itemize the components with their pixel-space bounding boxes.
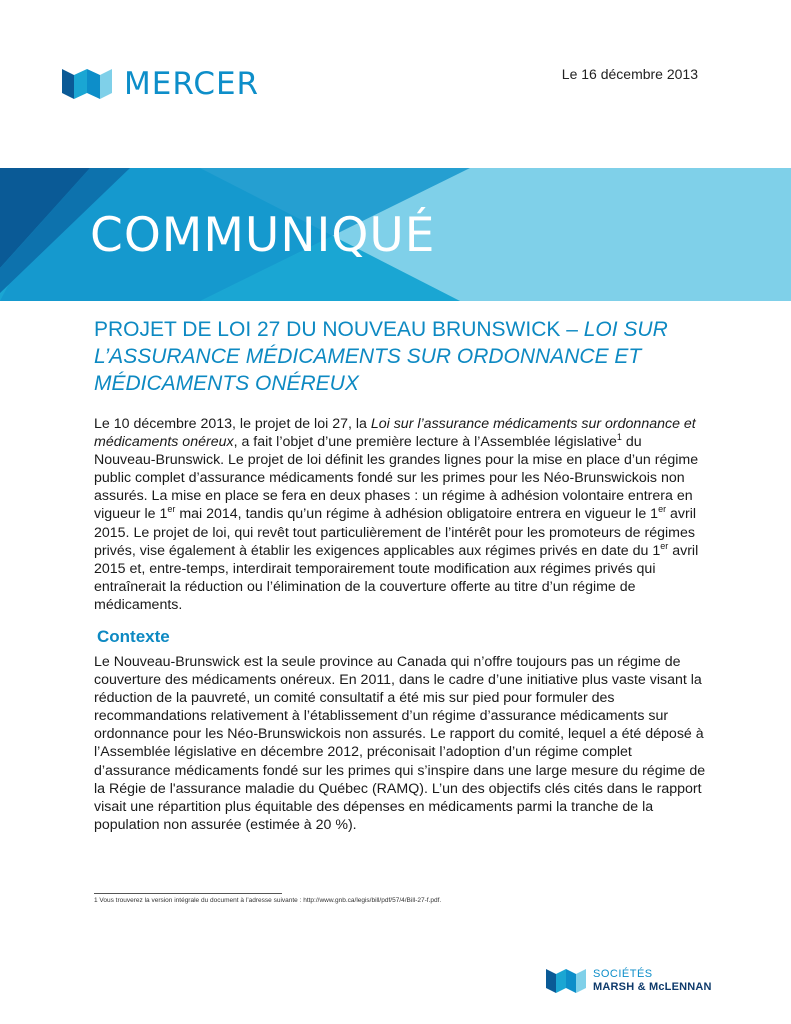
- marsh-mclennan-logo: [546, 968, 712, 994]
- intro-s3: , a fait l’objet d’une première lecture à l’Assemblée législative: [233, 434, 617, 451]
- mmc-line1: SOCIÉTÉS: [593, 968, 653, 980]
- section-title-contexte: Contexte: [97, 627, 170, 646]
- banner-title: COMMUNIQUÉ: [90, 208, 436, 263]
- ordinal-sup: er: [658, 504, 667, 515]
- mmc-emblem-icon: [546, 969, 586, 993]
- footnote: 1 Vous trouverez la version intégrale du document à l’adresse suivante : http://www.gnb.ca/legis/bill/pdf/57/4/Bill-27-f.pdf.: [94, 897, 442, 904]
- intro-s6: avril 2015. Le projet de loi, qui revêt tout particulièrement de l’intérêt pour les promoteurs de régimes privés, vise également à établir les exigences applicables aux régimes privés en date du 1: [94, 506, 697, 559]
- mercer-emblem-icon: [62, 69, 112, 99]
- intro-law-title: Loi sur l’assurance médicaments sur ordonnance et médicaments onéreux: [94, 416, 696, 451]
- intro-paragraph: [94, 415, 706, 614]
- intro-s4: du Nouveau-Brunswick. Le projet de loi définit les grandes lignes pour la mise en place d’un régime public complet d’assurance médicaments fondé sur les primes pour les Néo-Brunswickois non assurés. La mise en place se fera en deux phases : un régime à adhésion volontaire entrera en vigueur le 1: [94, 434, 699, 523]
- footnote-divider: [94, 893, 282, 894]
- headline-part1: PROJET DE LOI 27 DU NOUVEAU BRUNSWICK –: [94, 318, 584, 341]
- ordinal-sup: er: [167, 504, 176, 515]
- mmc-line2: MARSH & McLENNAN: [593, 981, 712, 993]
- headline-part2: LOI SUR L’ASSURANCE MÉDICAMENTS SUR ORDONNANCE ET MÉDICAMENTS ONÉREUX: [94, 318, 668, 395]
- intro-s5: mai 2014, tandis qu’un régime à adhésion obligatoire entrera en vigueur le 1: [175, 506, 659, 523]
- document-date: Le 16 décembre 2013: [561, 66, 698, 82]
- contexte-paragraph: Le Nouveau-Brunswick est la seule province au Canada qui n’offre toujours pas un régime de couverture des médicaments onéreux. En 2011, dans le cadre d’une initiative plus vaste visant la réduction de la pauvreté, un comité consultatif a été mis sur pied pour formuler des recommandations relativement à l’établissement d’un régime d’assurance médicaments sur ordonnance pour les Néo-Brunswickois non assurés. Le rapport du comité, lequel a été déposé à l’Assemblée législative en décembre 2012, préconisait l’adoption d’un régime complet d’assurance médicaments fondé sur les primes qui s’inspire dans une large mesure du régime de la Régie de l'assurance maladie du Québec (RAMQ). L’un des objectifs clés cités dans le rapport visait une répartition plus équitable des dépenses en médicaments parmi la tranche de la population non assurée (estimée à 20 %).: [94, 654, 706, 833]
- footnote-ref: 1: [616, 432, 622, 443]
- intro-s1: Le 10 décembre 2013, le projet de loi 27, la: [94, 416, 371, 432]
- logo-text: MERCER: [124, 66, 260, 102]
- headline: [94, 316, 714, 397]
- mercer-logo: [62, 66, 259, 102]
- mmc-text: [593, 968, 712, 994]
- intro-s7: avril 2015 et, entre-temps, interdirait temporairement toute modification aux régimes privés qui entraînerait la réduction ou l’élimination de la couverture offerte au titre d’un régime de médicaments.: [94, 542, 699, 613]
- ordinal-sup: er: [660, 540, 669, 551]
- banner: [0, 168, 791, 301]
